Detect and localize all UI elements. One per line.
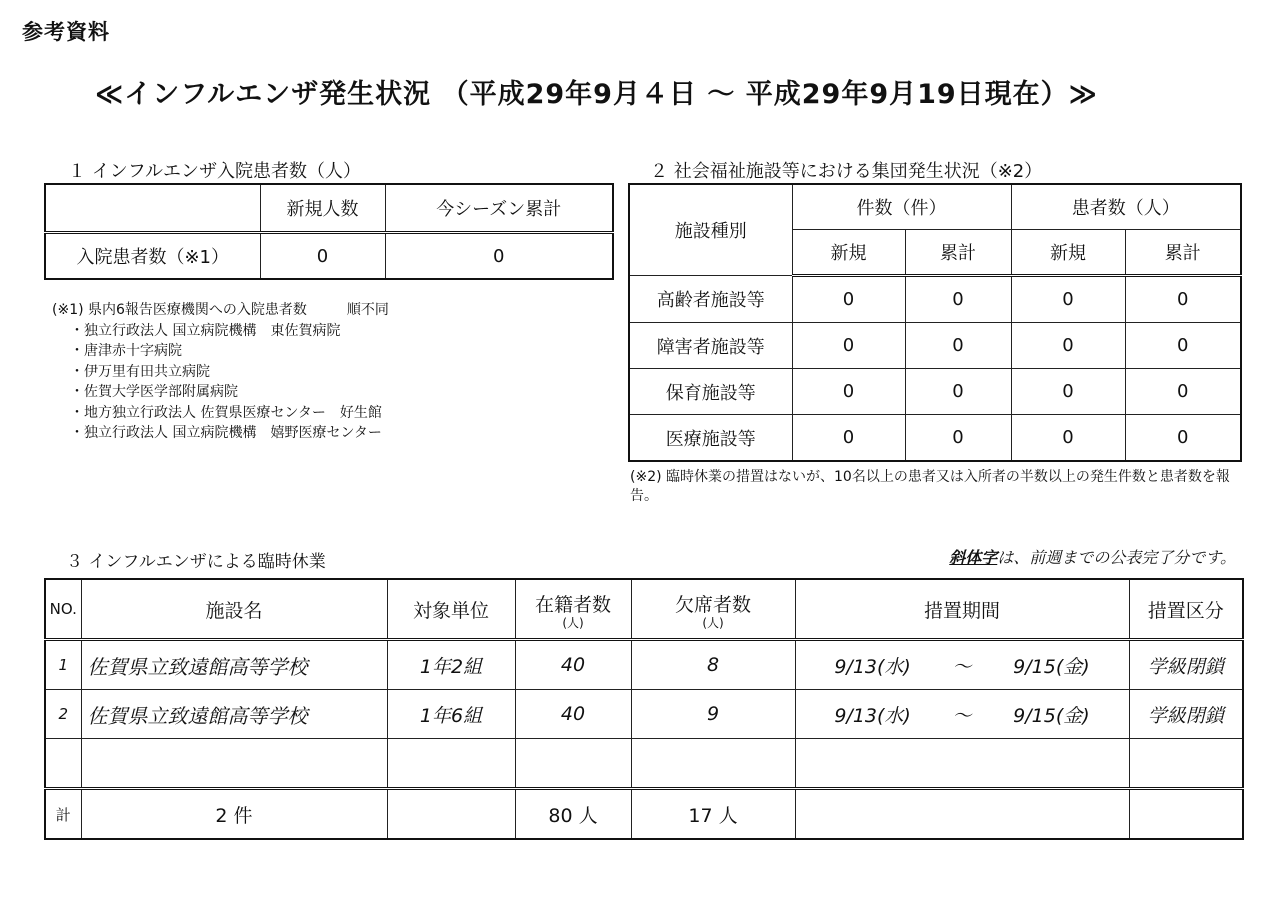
header-enrolled-unit: (人) bbox=[562, 615, 584, 630]
header-absent-label: 欠席者数 bbox=[674, 593, 751, 616]
header-facility-type: 施設種別 bbox=[629, 184, 792, 276]
absent-count: 8 bbox=[631, 640, 795, 690]
subheader-cumulative: 累計 bbox=[905, 230, 1011, 276]
italic-note-word: 斜体字 bbox=[949, 548, 998, 567]
section3-title: ３ インフルエンザによる臨時休業 bbox=[66, 552, 326, 572]
period-start: 9/13(水) bbox=[834, 704, 911, 727]
list-item: ・佐賀大学医学部附属病院 bbox=[70, 384, 238, 400]
header-no: NO. bbox=[45, 579, 81, 640]
enrolled-count: 40 bbox=[515, 640, 631, 690]
notes-head bbox=[52, 300, 389, 321]
row-no: 2 bbox=[45, 690, 81, 739]
table-row bbox=[629, 369, 1241, 415]
page-title: ≪インフルエンザ発生状況 （平成29年9月４日 ～ 平成29年9月19日現在）≫ bbox=[95, 79, 1098, 110]
total-absent: 17 人 bbox=[631, 789, 795, 840]
cell-value: 0 bbox=[1011, 415, 1125, 462]
header-absent bbox=[631, 579, 795, 640]
cell-value: 0 bbox=[792, 369, 905, 415]
list-item: ・伊万里有田共立病院 bbox=[70, 363, 210, 380]
cell-value: 0 bbox=[1011, 323, 1125, 369]
empty-cell bbox=[515, 739, 631, 789]
empty-cell bbox=[387, 739, 515, 789]
table-row bbox=[629, 276, 1241, 323]
period-start: 9/13(水) bbox=[834, 655, 911, 678]
hospital-notes bbox=[52, 300, 389, 444]
header-facility: 施設名 bbox=[81, 579, 387, 640]
notes-order-text: 順不同 bbox=[346, 302, 389, 318]
header-patients: 患者数（人） bbox=[1011, 184, 1241, 230]
empty-cell bbox=[795, 739, 1129, 789]
list-item: ・独立行政法人 国立病院機構 嬉野医療センター bbox=[70, 425, 382, 441]
cell-value: 0 bbox=[905, 323, 1011, 369]
facility-type: 医療施設等 bbox=[629, 415, 792, 462]
cell-value: 0 bbox=[905, 415, 1011, 462]
header-enrolled-label: 在籍者数 bbox=[534, 593, 611, 616]
cell-value: 0 bbox=[792, 276, 905, 323]
table-row bbox=[45, 233, 613, 280]
absent-count: 9 bbox=[631, 690, 795, 739]
empty-cell bbox=[1129, 739, 1243, 789]
target-unit: 1年2組 bbox=[387, 640, 515, 690]
empty-cell bbox=[45, 739, 81, 789]
cell-value: 0 bbox=[1011, 369, 1125, 415]
section2-title: ２ 社会福祉施設等における集団発生状況（※2） bbox=[650, 161, 1043, 182]
table-header-row bbox=[45, 184, 613, 233]
empty-cell bbox=[631, 739, 795, 789]
facility-type: 保育施設等 bbox=[629, 369, 792, 415]
italic-note-text: は、前週までの公表完了分です。 bbox=[997, 548, 1236, 567]
header-cases: 件数（件） bbox=[792, 184, 1011, 230]
measure-type: 学級閉鎖 bbox=[1129, 690, 1243, 739]
empty-cell bbox=[1129, 789, 1243, 840]
period-separator: ～ bbox=[952, 655, 972, 678]
period-cell bbox=[795, 690, 1129, 739]
row-label: 入院患者数（※1） bbox=[45, 233, 260, 280]
list-item: ・唐津赤十字病院 bbox=[70, 343, 182, 359]
table-row-empty bbox=[45, 739, 1243, 789]
header-enrolled bbox=[515, 579, 631, 640]
header-period: 措置期間 bbox=[795, 579, 1129, 640]
period-cell bbox=[795, 640, 1129, 690]
hospitalization-table bbox=[44, 183, 614, 280]
facility-name: 佐賀県立致遠館高等学校 bbox=[81, 640, 387, 690]
facility-outbreak-table bbox=[628, 183, 1242, 462]
subheader-new: 新規 bbox=[1011, 230, 1125, 276]
facility-type: 高齢者施設等 bbox=[629, 276, 792, 323]
facility-note: (※2) 臨時休業の措置はないが、10名以上の患者又は入所者の半数以上の発生件数と患者数を報告。 bbox=[630, 469, 1230, 504]
new-count-value: 0 bbox=[260, 233, 385, 280]
empty-cell bbox=[387, 789, 515, 840]
cell-value: 0 bbox=[1125, 323, 1241, 369]
table-header-empty bbox=[45, 184, 260, 233]
table-header-row bbox=[45, 579, 1243, 640]
cell-value: 0 bbox=[792, 415, 905, 462]
facility-name: 佐賀県立致遠館高等学校 bbox=[81, 690, 387, 739]
reference-label: 参考資料 bbox=[22, 20, 110, 44]
empty-cell bbox=[81, 739, 387, 789]
section1-title: １ インフルエンザ入院患者数（人） bbox=[68, 161, 361, 182]
total-label: 計 bbox=[45, 789, 81, 840]
header-season-total: 今シーズン累計 bbox=[385, 184, 613, 233]
notes-head-text: (※1) 県内6報告医療機関への入院患者数 bbox=[52, 302, 307, 318]
cell-value: 0 bbox=[1125, 415, 1241, 462]
subheader-new: 新規 bbox=[792, 230, 905, 276]
period-separator: ～ bbox=[952, 704, 972, 727]
list-item: ・地方独立行政法人 佐賀県医療センター 好生館 bbox=[70, 404, 382, 421]
subheader-cumulative: 累計 bbox=[1125, 230, 1241, 276]
cell-value: 0 bbox=[905, 276, 1011, 323]
total-count: 2 件 bbox=[81, 789, 387, 840]
table-row bbox=[45, 640, 1243, 690]
italic-note bbox=[949, 545, 1236, 568]
season-total-value: 0 bbox=[385, 233, 613, 280]
list-item: ・独立行政法人 国立病院機構 東佐賀病院 bbox=[70, 322, 341, 339]
table-row bbox=[629, 415, 1241, 462]
total-enrolled: 80 人 bbox=[515, 789, 631, 840]
table-row bbox=[45, 690, 1243, 739]
total-row bbox=[45, 789, 1243, 840]
cell-value: 0 bbox=[792, 323, 905, 369]
cell-value: 0 bbox=[905, 369, 1011, 415]
header-absent-unit: (人) bbox=[702, 615, 724, 630]
period-end: 9/15(金) bbox=[1013, 655, 1090, 678]
facility-type: 障害者施設等 bbox=[629, 323, 792, 369]
cell-value: 0 bbox=[1011, 276, 1125, 323]
cell-value: 0 bbox=[1125, 276, 1241, 323]
row-no: 1 bbox=[45, 640, 81, 690]
enrolled-count: 40 bbox=[515, 690, 631, 739]
target-unit: 1年6組 bbox=[387, 690, 515, 739]
measure-type: 学級閉鎖 bbox=[1129, 640, 1243, 690]
empty-cell bbox=[795, 789, 1129, 840]
header-measure: 措置区分 bbox=[1129, 579, 1243, 640]
table-header-row bbox=[629, 184, 1241, 230]
header-unit: 対象単位 bbox=[387, 579, 515, 640]
cell-value: 0 bbox=[1125, 369, 1241, 415]
header-new-count: 新規人数 bbox=[260, 184, 385, 233]
table-row bbox=[629, 323, 1241, 369]
period-end: 9/15(金) bbox=[1013, 704, 1090, 727]
closure-table bbox=[44, 578, 1244, 840]
